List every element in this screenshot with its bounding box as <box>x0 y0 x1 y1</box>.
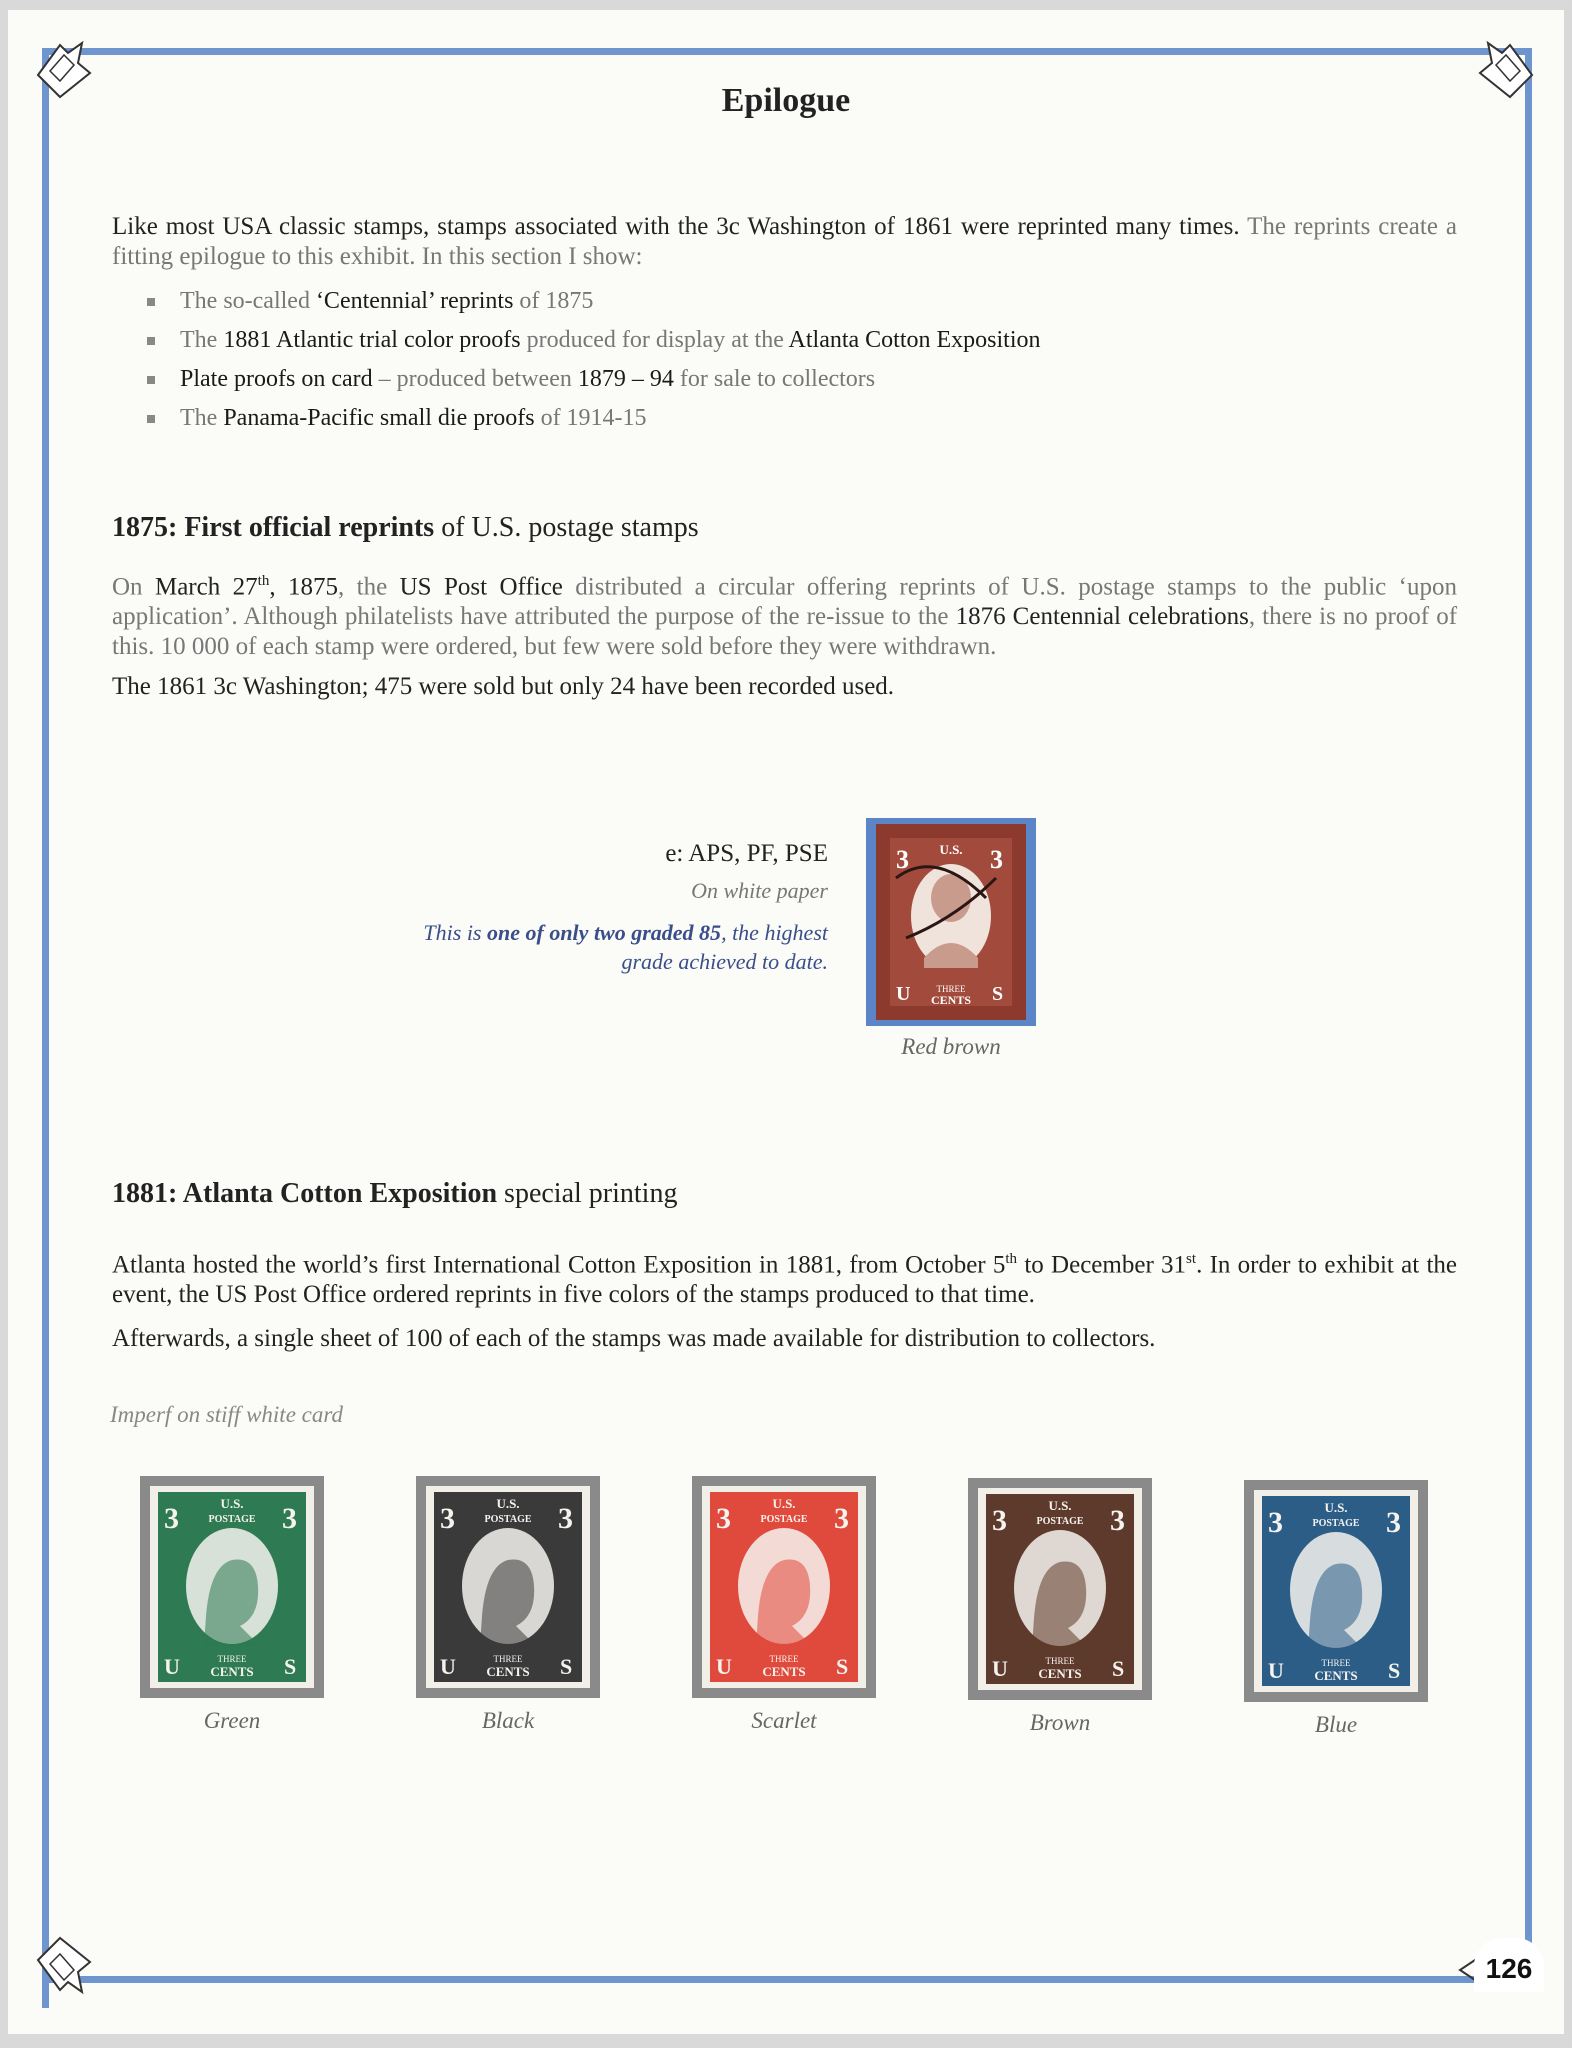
svg-text:S: S <box>1112 1656 1125 1681</box>
svg-text:U: U <box>440 1654 456 1679</box>
svg-text:U.S.: U.S. <box>1048 1498 1072 1513</box>
svg-text:POSTAGE: POSTAGE <box>208 1514 256 1525</box>
text: distributed a circular offering reprints of U.S. postage stamps to the public ‘upon application’. Although philatelists have attributed the purpose of the re-issue to the <box>112 573 1457 631</box>
list-item-emphasis: Plate proofs on card <box>180 366 373 392</box>
svg-text:U: U <box>992 1656 1008 1681</box>
svg-text:POSTAGE: POSTAGE <box>1312 1518 1360 1529</box>
list-item-emphasis: 1879 – 94 <box>577 366 674 392</box>
svg-text:U: U <box>896 983 911 1005</box>
list-item-text: for sale to collectors <box>673 366 876 392</box>
section-1875-heading-rest: of U.S. postage stamps <box>434 512 699 543</box>
frame-top <box>42 48 1532 55</box>
svg-text:CENTS: CENTS <box>486 1664 530 1679</box>
page-title: Epilogue <box>721 82 851 119</box>
list-item-text: The <box>180 327 224 353</box>
svg-text:CENTS: CENTS <box>210 1664 254 1679</box>
svg-text:POSTAGE: POSTAGE <box>760 1514 808 1525</box>
superscript: st <box>1186 1251 1197 1267</box>
date-text: , 1875 <box>269 573 338 601</box>
section-1875-usage-note: The 1861 3c Washington; 475 were sold but only 24 have been recorded used. <box>112 673 895 700</box>
svg-text:U.S.: U.S. <box>496 1496 520 1511</box>
stamp-caption-scarlet: Scarlet <box>751 1708 817 1733</box>
text: This is <box>423 920 487 945</box>
section-1881-heading-bold: 1881: Atlanta Cotton Exposition <box>112 1178 498 1209</box>
stamp-caption-blue: Blue <box>1314 1712 1358 1737</box>
contents-list <box>180 286 1041 442</box>
text: , the <box>338 573 400 601</box>
svg-text:3: 3 <box>992 1504 1007 1537</box>
proof-stamp-black <box>416 1476 600 1698</box>
proof-stamp-image <box>140 1476 324 1698</box>
svg-text:U.S.: U.S. <box>1324 1500 1348 1515</box>
list-item-emphasis: ‘Centennial’ reprints <box>315 288 514 314</box>
svg-text:S: S <box>836 1654 849 1679</box>
proof-stamp-image <box>416 1476 600 1698</box>
text: Atlanta hosted the world’s first International Cotton Exposition in 1881, from October 5 <box>112 1251 1006 1279</box>
svg-text:3: 3 <box>896 845 909 874</box>
stamp-caption-green: Green <box>203 1708 261 1733</box>
section-1875-paragraph <box>112 566 1457 662</box>
section-1881-heading <box>112 1178 677 1210</box>
grade-note <box>423 918 828 976</box>
paper-label: On white paper <box>691 878 828 903</box>
section-1875-heading-bold: 1875: First official reprints <box>112 512 435 543</box>
stamp-red-brown-image <box>866 818 1036 1026</box>
corner-ornament-bottom-left-icon <box>30 1930 100 2000</box>
svg-text:3: 3 <box>716 1502 731 1535</box>
svg-text:POSTAGE: POSTAGE <box>1036 1516 1084 1527</box>
list-item-text: produced for display at the <box>520 327 789 353</box>
emphasis-text: US Post Office <box>399 573 563 601</box>
superscript: th <box>257 573 270 589</box>
intro-text-b: The reprints create a fitting epilogue to this exhibit. In this section I show: <box>112 213 1457 270</box>
list-item-text: The <box>180 405 224 431</box>
list-item <box>180 325 1041 364</box>
text: . In order to exhibit at the event, the US Post Office ordered reprints in five colors of the stamps produced to that time. <box>112 1251 1457 1309</box>
svg-text:THREE: THREE <box>217 1654 247 1664</box>
list-item-text: of 1914-15 <box>534 405 647 431</box>
section-1881-heading-rest: special printing <box>497 1178 678 1209</box>
bullet-square-icon <box>147 415 155 423</box>
svg-text:S: S <box>992 983 1004 1005</box>
text: , there is no proof of this. 10 000 of each stamp were ordered, but few were sold before they were withdrawn. <box>112 603 1458 661</box>
intro-paragraph <box>112 212 1457 272</box>
text: , the highest <box>721 920 828 945</box>
list-item-emphasis: Panama-Pacific small die proofs <box>223 405 535 431</box>
proof-stamp-image <box>968 1478 1152 1700</box>
list-item-emphasis: Atlanta Cotton Exposition <box>788 327 1041 353</box>
text: grade achieved to date. <box>621 949 828 974</box>
frame-left <box>42 48 49 2008</box>
proof-stamp-image <box>692 1476 876 1698</box>
svg-text:3: 3 <box>164 1502 179 1535</box>
svg-text:THREE: THREE <box>936 984 966 994</box>
intro-text-a: Like most USA classic stamps, stamps associated with the 3c Washington of 1861 were reprinted many times. <box>112 213 1240 240</box>
svg-text:3: 3 <box>1110 1504 1125 1537</box>
svg-text:3: 3 <box>834 1502 849 1535</box>
svg-text:3: 3 <box>990 845 1003 874</box>
page-number: 126 <box>1474 1938 1544 1992</box>
svg-text:THREE: THREE <box>493 1654 523 1664</box>
svg-text:THREE: THREE <box>1045 1656 1075 1666</box>
svg-text:S: S <box>560 1654 573 1679</box>
bullet-square-icon <box>147 337 155 345</box>
emphasis-text: one of only two graded 85 <box>487 920 722 945</box>
frame-bottom <box>42 1976 1482 1983</box>
svg-text:U: U <box>1268 1658 1284 1683</box>
text: On <box>112 573 155 601</box>
proof-stamp-scarlet <box>692 1476 876 1698</box>
svg-text:3: 3 <box>1268 1506 1283 1539</box>
svg-text:U: U <box>716 1654 732 1679</box>
svg-text:3: 3 <box>1386 1506 1401 1539</box>
svg-text:S: S <box>284 1654 297 1679</box>
svg-text:U.S.: U.S. <box>939 842 963 857</box>
imperf-label: Imperf on stiff white card <box>110 1402 343 1427</box>
stamp-caption-red-brown: Red brown <box>901 1034 1001 1059</box>
svg-text:CENTS: CENTS <box>762 1664 806 1679</box>
svg-text:U.S.: U.S. <box>220 1496 244 1511</box>
certificate-label: e: APS, PF, PSE <box>665 840 828 867</box>
stamp-red-brown <box>866 818 1036 1026</box>
svg-text:S: S <box>1388 1658 1401 1683</box>
svg-text:CENTS: CENTS <box>930 993 972 1007</box>
section-1881-distribution-note: Afterwards, a single sheet of 100 of each of the stamps was made available for distribution to collectors. <box>112 1325 1156 1352</box>
frame-right <box>1525 48 1532 1948</box>
bullet-square-icon <box>147 298 155 306</box>
svg-text:THREE: THREE <box>1321 1658 1351 1668</box>
list-item <box>180 403 1041 442</box>
text: to December 31 <box>1017 1251 1187 1279</box>
svg-text:THREE: THREE <box>769 1654 799 1664</box>
svg-text:U: U <box>164 1654 180 1679</box>
proof-stamp-brown <box>968 1478 1152 1700</box>
svg-text:3: 3 <box>558 1502 573 1535</box>
date-text: March 27 <box>154 573 258 601</box>
superscript: th <box>1005 1251 1018 1267</box>
stamp-caption-brown: Brown <box>1029 1710 1091 1735</box>
list-item <box>180 286 1041 325</box>
list-item-emphasis: 1881 Atlantic trial color proofs <box>223 327 521 353</box>
emphasis-text: 1876 Centennial celebrations <box>955 603 1249 631</box>
proof-stamp-image <box>1244 1480 1428 1702</box>
svg-text:3: 3 <box>282 1502 297 1535</box>
proof-stamp-blue <box>1244 1480 1428 1702</box>
list-item <box>180 364 1041 403</box>
svg-text:3: 3 <box>440 1502 455 1535</box>
proof-stamp-green <box>140 1476 324 1698</box>
svg-text:U.S.: U.S. <box>772 1496 796 1511</box>
bullet-square-icon <box>147 376 155 384</box>
list-item-text: of 1875 <box>513 288 594 314</box>
svg-text:POSTAGE: POSTAGE <box>484 1514 532 1525</box>
list-item-text: The so-called <box>180 288 316 314</box>
section-1875-heading <box>112 512 699 544</box>
list-item-text: – produced between <box>372 366 578 392</box>
stamp-caption-black: Black <box>481 1708 535 1733</box>
svg-text:CENTS: CENTS <box>1038 1666 1082 1681</box>
section-1881-paragraph <box>112 1244 1457 1310</box>
svg-text:CENTS: CENTS <box>1314 1668 1358 1683</box>
